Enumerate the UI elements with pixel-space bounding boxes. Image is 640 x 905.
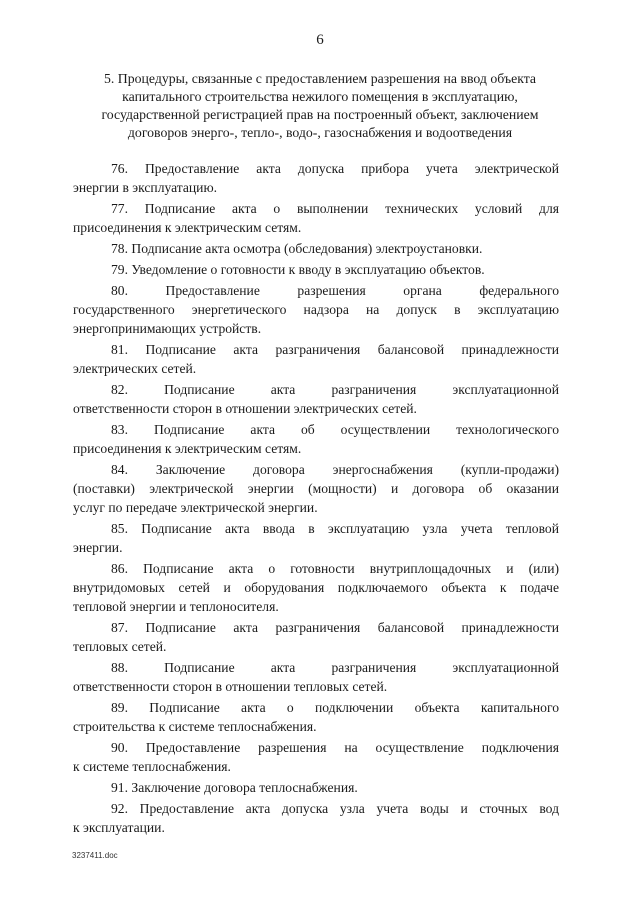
procedure-item-continuation-line: к системе теплоснабжения. xyxy=(73,759,231,774)
procedure-item-continuation-line: электрических сетей. xyxy=(73,361,197,376)
procedure-item-first-line: 83. Подписание акта об осуществлении технологического xyxy=(111,422,559,437)
procedure-item xyxy=(73,559,559,616)
procedure-item xyxy=(73,260,559,279)
page-number: 6 xyxy=(316,32,324,48)
section-heading-line: капитального строительства нежилого помещения в эксплуатацию, xyxy=(122,89,518,104)
procedure-item-continuation-line: услуг по передаче электрической энергии. xyxy=(73,500,318,515)
procedure-item-continuation-line: энергопринимающих устройств. xyxy=(73,321,262,336)
procedure-item-first-line: 87. Подписание акта разграничения балансовой принадлежности xyxy=(111,620,559,635)
procedure-item-first-line: 92. Предоставление акта допуска узла учета воды и сточных вод xyxy=(111,801,559,816)
section-heading xyxy=(72,70,568,142)
procedure-item-continuation-line: строительства к системе теплоснабжения. xyxy=(73,719,317,734)
procedure-item-continuation-line: ответственности сторон в отношении электрических сетей. xyxy=(73,401,417,416)
procedure-item-continuation-line: государственного энергетического надзора на допуск в эксплуатацию xyxy=(73,302,559,317)
procedure-item xyxy=(73,340,559,378)
procedure-item-first-line: 84. Заключение договора энергоснабжения (купли-продажи) xyxy=(111,462,559,477)
procedure-item xyxy=(73,239,559,258)
procedure-list xyxy=(73,159,559,839)
procedure-item-first-line: 88. Подписание акта разграничения эксплуатационной xyxy=(111,660,559,675)
procedure-item xyxy=(73,778,559,797)
procedure-item xyxy=(73,658,559,696)
procedure-item-first-line: 89. Подписание акта о подключении объекта капитального xyxy=(111,700,559,715)
procedure-item xyxy=(73,281,559,338)
procedure-item xyxy=(73,799,559,837)
procedure-item-first-line: 81. Подписание акта разграничения балансовой принадлежности xyxy=(111,342,559,357)
procedure-item-continuation-line: (поставки) электрической энергии (мощности) и договора об оказании xyxy=(73,481,559,496)
procedure-item-continuation-line: присоединения к электрическим сетям. xyxy=(73,220,302,235)
procedure-item-first-line: 86. Подписание акта о готовности внутриплощадочных и (или) xyxy=(111,561,559,576)
section-heading-line: 5. Процедуры, связанные с предоставлением разрешения на ввод объекта xyxy=(103,71,537,86)
procedure-item-first-line: 76. Предоставление акта допуска прибора учета электрической xyxy=(111,161,559,176)
document-file-name: 3237411.doc xyxy=(72,851,118,860)
procedure-item-continuation-line: тепловых сетей. xyxy=(73,639,167,654)
procedure-item-continuation-line: энергии в эксплуатацию. xyxy=(73,180,218,195)
procedure-item xyxy=(73,380,559,418)
procedure-item xyxy=(73,738,559,776)
procedure-item-continuation-line: энергии. xyxy=(73,540,123,555)
procedure-item-first-line: 80. Предоставление разрешения органа федерального xyxy=(111,283,559,298)
procedure-item xyxy=(73,460,559,517)
section-heading-line: договоров энерго-, тепло-, водо-, газоснабжения и водоотведения xyxy=(127,125,513,140)
procedure-item-continuation-line: присоединения к электрическим сетям. xyxy=(73,441,302,456)
procedure-item-first-line: 90. Предоставление разрешения на осуществление подключения xyxy=(111,740,559,755)
procedure-item-first-line: 79. Уведомление о готовности к вводу в эксплуатацию объектов. xyxy=(111,262,485,277)
procedure-item-continuation-line: внутридомовых сетей и оборудования подключаемого объекта к подаче xyxy=(73,580,559,595)
procedure-item-first-line: 77. Подписание акта о выполнении технических условий для xyxy=(111,201,559,216)
procedure-item-first-line: 91. Заключение договора теплоснабжения. xyxy=(111,780,358,795)
procedure-item-first-line: 82. Подписание акта разграничения эксплуатационной xyxy=(111,382,559,397)
procedure-item-continuation-line: ответственности сторон в отношении тепловых сетей. xyxy=(73,679,388,694)
procedure-item xyxy=(73,618,559,656)
procedure-item xyxy=(73,159,559,197)
procedure-item-first-line: 85. Подписание акта ввода в эксплуатацию узла учета тепловой xyxy=(111,521,559,536)
procedure-item xyxy=(73,519,559,557)
procedure-item xyxy=(73,698,559,736)
procedure-item-first-line: 78. Подписание акта осмотра (обследования) электроустановки. xyxy=(111,241,483,256)
procedure-item xyxy=(73,420,559,458)
procedure-item-continuation-line: к эксплуатации. xyxy=(73,820,165,835)
procedure-item-continuation-line: тепловой энергии и теплоносителя. xyxy=(73,599,279,614)
section-heading-line: государственной регистрацией прав на построенный объект, заключением xyxy=(101,107,539,122)
procedure-item xyxy=(73,199,559,237)
